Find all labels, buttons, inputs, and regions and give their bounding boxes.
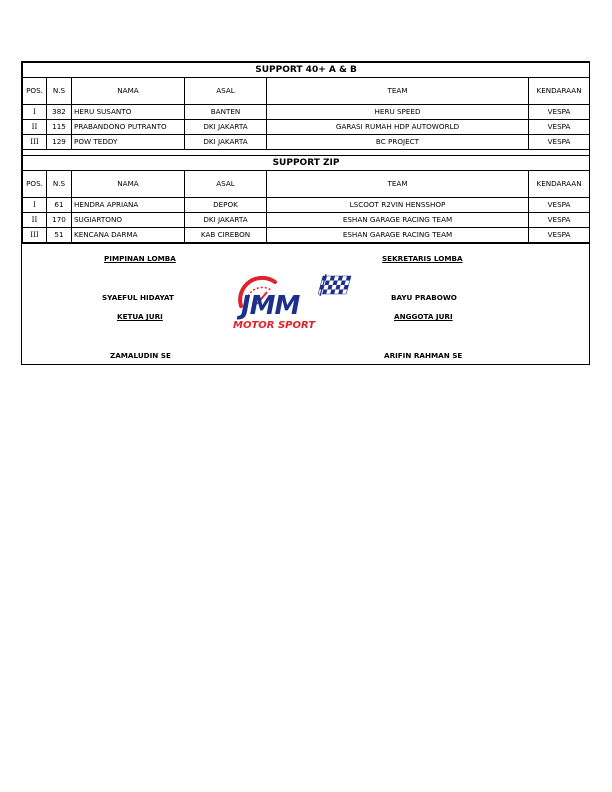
sekretaris-lomba-name: BAYU PRABOWO xyxy=(391,293,457,302)
cell-ns: 129 xyxy=(47,135,72,150)
cell-asal: DEPOK xyxy=(185,198,267,213)
section-title-support-zip: SUPPORT ZIP xyxy=(23,156,590,171)
signature-block xyxy=(22,243,589,364)
cell-nama: HERU SUSANTO xyxy=(72,105,185,120)
col-header-team: TEAM xyxy=(267,171,529,198)
table-row xyxy=(23,135,590,150)
cell-asal: BANTEN xyxy=(185,105,267,120)
jmm-motor-sport-logo xyxy=(227,270,361,334)
logo-sub-text: MOTOR SPORT xyxy=(233,320,316,331)
ketua-juri-title: KETUA JURI xyxy=(117,312,163,321)
col-header-nama: NAMA xyxy=(72,171,185,198)
col-header-kendaraan: KENDARAAN xyxy=(529,171,590,198)
cell-nama: HENDRA APRIANA xyxy=(72,198,185,213)
results-sheet xyxy=(21,61,590,365)
anggota-juri-title: ANGGOTA JURI xyxy=(394,312,453,321)
col-header-pos: POS. xyxy=(23,78,47,105)
cell-pos: III xyxy=(23,228,47,243)
cell-pos: I xyxy=(23,198,47,213)
cell-ns: 170 xyxy=(47,213,72,228)
cell-ns: 51 xyxy=(47,228,72,243)
cell-nama: SUGIARTONO xyxy=(72,213,185,228)
col-header-kendaraan: KENDARAAN xyxy=(529,78,590,105)
col-header-pos: POS. xyxy=(23,171,47,198)
results-table xyxy=(22,62,590,243)
cell-asal: DKI JAKARTA xyxy=(185,135,267,150)
logo-main-text: JMM xyxy=(241,291,300,321)
cell-kendaraan: VESPA xyxy=(529,135,590,150)
table-row xyxy=(23,213,590,228)
table-header xyxy=(23,78,590,105)
cell-kendaraan: VESPA xyxy=(529,228,590,243)
cell-nama: KENCANA DARMA xyxy=(72,228,185,243)
col-header-team: TEAM xyxy=(267,78,529,105)
cell-kendaraan: VESPA xyxy=(529,213,590,228)
anggota-juri-name: ARIFIN RAHMAN SE xyxy=(384,351,463,360)
cell-team: GARASI RUMAH HDP AUTOWORLD xyxy=(267,120,529,135)
cell-ns: 61 xyxy=(47,198,72,213)
table-row xyxy=(23,105,590,120)
cell-team: ESHAN GARAGE RACING TEAM xyxy=(267,213,529,228)
table-header xyxy=(23,171,590,198)
cell-asal: DKI JAKARTA xyxy=(185,120,267,135)
cell-nama: PRABANDONO PUTRANTO xyxy=(72,120,185,135)
table-row xyxy=(23,228,590,243)
table-row xyxy=(23,120,590,135)
cell-kendaraan: VESPA xyxy=(529,120,590,135)
col-header-ns: N.S xyxy=(47,78,72,105)
cell-nama: POW TEDDY xyxy=(72,135,185,150)
col-header-asal: ASAL xyxy=(185,171,267,198)
col-header-nama: NAMA xyxy=(72,78,185,105)
cell-pos: III xyxy=(23,135,47,150)
cell-kendaraan: VESPA xyxy=(529,105,590,120)
cell-pos: I xyxy=(23,105,47,120)
cell-ns: 115 xyxy=(47,120,72,135)
cell-pos: II xyxy=(23,120,47,135)
col-header-ns: N.S xyxy=(47,171,72,198)
col-header-asal: ASAL xyxy=(185,78,267,105)
pimpinan-lomba-title: PIMPINAN LOMBA xyxy=(104,254,176,263)
sekretaris-lomba-title: SEKRETARIS LOMBA xyxy=(382,254,463,263)
cell-ns: 382 xyxy=(47,105,72,120)
cell-team: LSCOOT R2VIN HENSSHOP xyxy=(267,198,529,213)
cell-asal: DKI JAKARTA xyxy=(185,213,267,228)
pimpinan-lomba-name: SYAEFUL HIDAYAT xyxy=(102,293,174,302)
cell-team: BC PROJECT xyxy=(267,135,529,150)
cell-team: HERU SPEED xyxy=(267,105,529,120)
section-title-support-40: SUPPORT 40+ A & B xyxy=(23,63,590,78)
cell-team: ESHAN GARAGE RACING TEAM xyxy=(267,228,529,243)
table-row xyxy=(23,198,590,213)
cell-kendaraan: VESPA xyxy=(529,198,590,213)
ketua-juri-name: ZAMALUDIN SE xyxy=(110,351,171,360)
cell-asal: KAB CIREBON xyxy=(185,228,267,243)
cell-pos: II xyxy=(23,213,47,228)
